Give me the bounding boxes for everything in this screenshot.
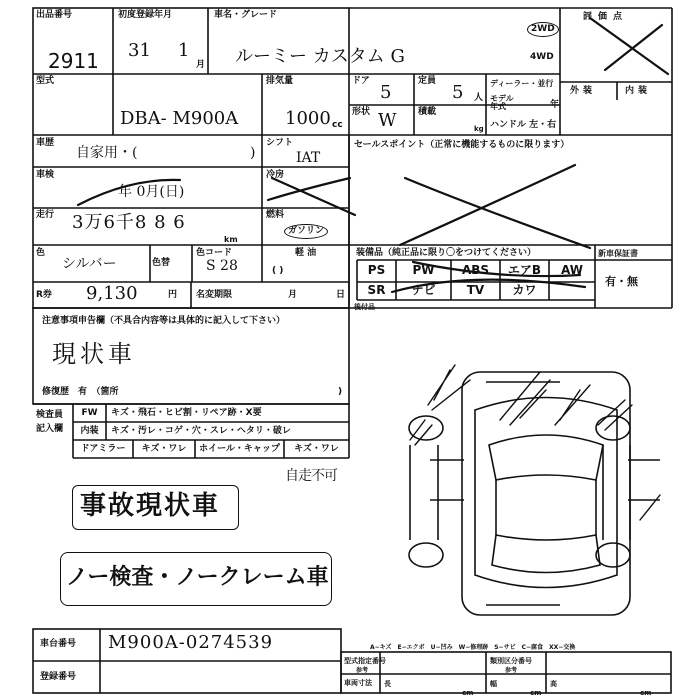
history-label: 車歴 — [36, 138, 55, 148]
capacity-label: 定員 — [418, 76, 437, 86]
shift-value: IAT — [296, 150, 321, 166]
name-change-month: 月 — [288, 290, 298, 300]
name-change-day: 日 — [336, 290, 346, 300]
inspector-interior-head: 内装 — [80, 426, 99, 436]
inspector-fw-head: FW — [81, 408, 98, 418]
new-car-warranty-label: 新車保証書 — [598, 249, 638, 258]
equip-tv: TV — [466, 283, 485, 297]
damage-legend: A−キズ E−エクボ U−凹み W−修理跡 S−サビ C−腐食 XX−交換 — [370, 644, 576, 651]
first-reg-year: 31 — [128, 40, 151, 61]
sales-point-label: セールスポイント（正常に機能するものに限ります） — [354, 140, 570, 150]
width-label: 幅 — [490, 680, 497, 688]
repair-history-label: 修復歴 有 （箇所 — [42, 387, 119, 397]
displacement-value: 1000 — [285, 108, 331, 129]
warranty-value: 有・無 — [605, 275, 638, 288]
displacement-label: 排気量 — [266, 76, 294, 86]
name-change-label: 名変期限 — [196, 290, 233, 300]
car-damage-diagram — [409, 372, 660, 615]
load-label: 積載 — [418, 107, 437, 117]
equip-aw: AW — [561, 263, 583, 277]
car-name-label: 車名・グレード — [214, 10, 278, 20]
capacity-unit: 人 — [474, 93, 484, 103]
exterior-label: 外装 — [570, 86, 597, 96]
color-code-label: 色コード — [196, 248, 233, 258]
inspector-fw-text: キズ・飛石・ヒビ割・リペア跡・X要 — [111, 408, 262, 418]
first-reg-month: 1 — [178, 40, 190, 61]
notes-handwritten: 現状車 — [52, 340, 136, 368]
aftermarket-label: 後付品 — [354, 303, 375, 311]
shift-label: シフト — [266, 138, 294, 148]
car-name-grade: ルーミー カスタム G — [235, 46, 405, 67]
inspector-wheel-text: キズ・ワレ — [294, 444, 339, 454]
notes-label: 注意事項申告欄（不具合内容等は具体的に記入して下さい） — [42, 316, 286, 326]
fuel-label: 燃料 — [266, 210, 285, 220]
model-label: 型式 — [36, 76, 55, 86]
chassis-value: M900A-0274539 — [108, 632, 274, 653]
lot-number: 2911 — [48, 49, 99, 73]
no-claim-stamp: ノー検査・ノークレーム車 — [66, 564, 329, 590]
score-label: 評価点 — [583, 12, 629, 22]
shape-label: 形状 — [352, 107, 371, 117]
equip-abs: ABS — [461, 263, 490, 277]
fuel-gasoline: ガソリン — [284, 224, 328, 239]
self-drive-note: 自走不可 — [285, 468, 337, 484]
history-value: 自家用・( — [76, 145, 138, 161]
inspection-label: 車検 — [36, 170, 55, 180]
cc-unit: cc — [332, 120, 343, 130]
length-cm: cm — [462, 689, 474, 697]
recycle-value: 9,130 — [86, 283, 138, 304]
year-unit: 年 — [550, 100, 560, 110]
inspector-mirror-head: ドアミラー — [80, 444, 126, 454]
accident-stamp: 事故現状車 — [80, 491, 221, 521]
recycle-label: R券 — [36, 290, 52, 300]
category-label: 類別区分番号 — [490, 657, 532, 665]
capacity-value: 5 — [452, 82, 464, 103]
first-reg-label: 初度登録年月 — [118, 10, 173, 20]
inspection-value: 年 0月(日) — [118, 184, 185, 200]
lot-label: 出品番号 — [36, 10, 73, 20]
mileage-label: 走行 — [36, 210, 55, 220]
height-label: 高 — [550, 680, 557, 688]
vehicle-size-label: 車両寸法 — [344, 679, 372, 687]
aircon-label: 冷房 — [266, 170, 285, 180]
model-designation-label: 型式指定番号 — [344, 657, 386, 665]
registration-label: 登録番号 — [40, 672, 77, 682]
color-code-value: S 28 — [206, 258, 238, 274]
equip-pw: PW — [412, 263, 435, 277]
equip-navi: ナビ — [411, 283, 436, 297]
kg-unit: kg — [474, 125, 484, 133]
color-change-label: 色替 — [152, 258, 171, 268]
inspector-mirror-text: キズ・ワレ — [141, 444, 187, 454]
drive-2wd: 2WD — [527, 22, 559, 37]
month-unit: 月 — [196, 60, 206, 70]
yen-unit: 円 — [168, 290, 178, 300]
width-cm: cm — [530, 689, 542, 697]
length-label: 長 — [384, 680, 391, 688]
inspector-label-1: 検査員 — [36, 410, 64, 420]
shape-value: W — [378, 110, 397, 131]
model-value: DBA- M900A — [120, 108, 239, 129]
door-label: ドア — [352, 76, 370, 86]
reference-2: 参考 — [505, 667, 518, 674]
interior-label: 内装 — [625, 86, 652, 96]
color-value: シルバー — [62, 256, 117, 272]
fuel-light-oil: 軽 油 — [295, 248, 317, 258]
mileage-value: 3万6千8 8 6 — [72, 212, 186, 233]
repair-history-close: ) — [338, 387, 343, 397]
equip-airbag: エアB — [507, 263, 542, 277]
handle-label: ハンドル 左・右 — [490, 120, 557, 130]
history-close: ) — [250, 145, 256, 161]
chassis-label: 車台番号 — [40, 639, 77, 649]
equip-leather: カワ — [512, 283, 537, 297]
equip-ps: PS — [367, 263, 386, 277]
dealer-label: ディーラー・並行 — [490, 79, 554, 88]
km-unit: km — [224, 235, 238, 244]
color-label: 色 — [36, 248, 46, 258]
damage-marks — [410, 365, 660, 520]
door-value: 5 — [380, 82, 392, 103]
height-cm: cm — [640, 689, 652, 697]
model-year-label: モデル年式 — [490, 94, 514, 111]
equipment-label: 装備品（純正品に限り〇をつけてください） — [356, 248, 537, 258]
reference-1: 参考 — [356, 667, 369, 674]
inspector-label-2: 記入欄 — [36, 424, 64, 434]
fuel-paren: ( ) — [272, 266, 284, 276]
inspector-wheel-head: ホイール・キャップ — [199, 444, 280, 454]
equip-sr: SR — [367, 283, 386, 297]
drive-4wd: 4WD — [530, 52, 554, 62]
inspector-interior-text: キズ・汚レ・コゲ・穴・スレ・ヘタリ・破レ — [111, 426, 291, 436]
